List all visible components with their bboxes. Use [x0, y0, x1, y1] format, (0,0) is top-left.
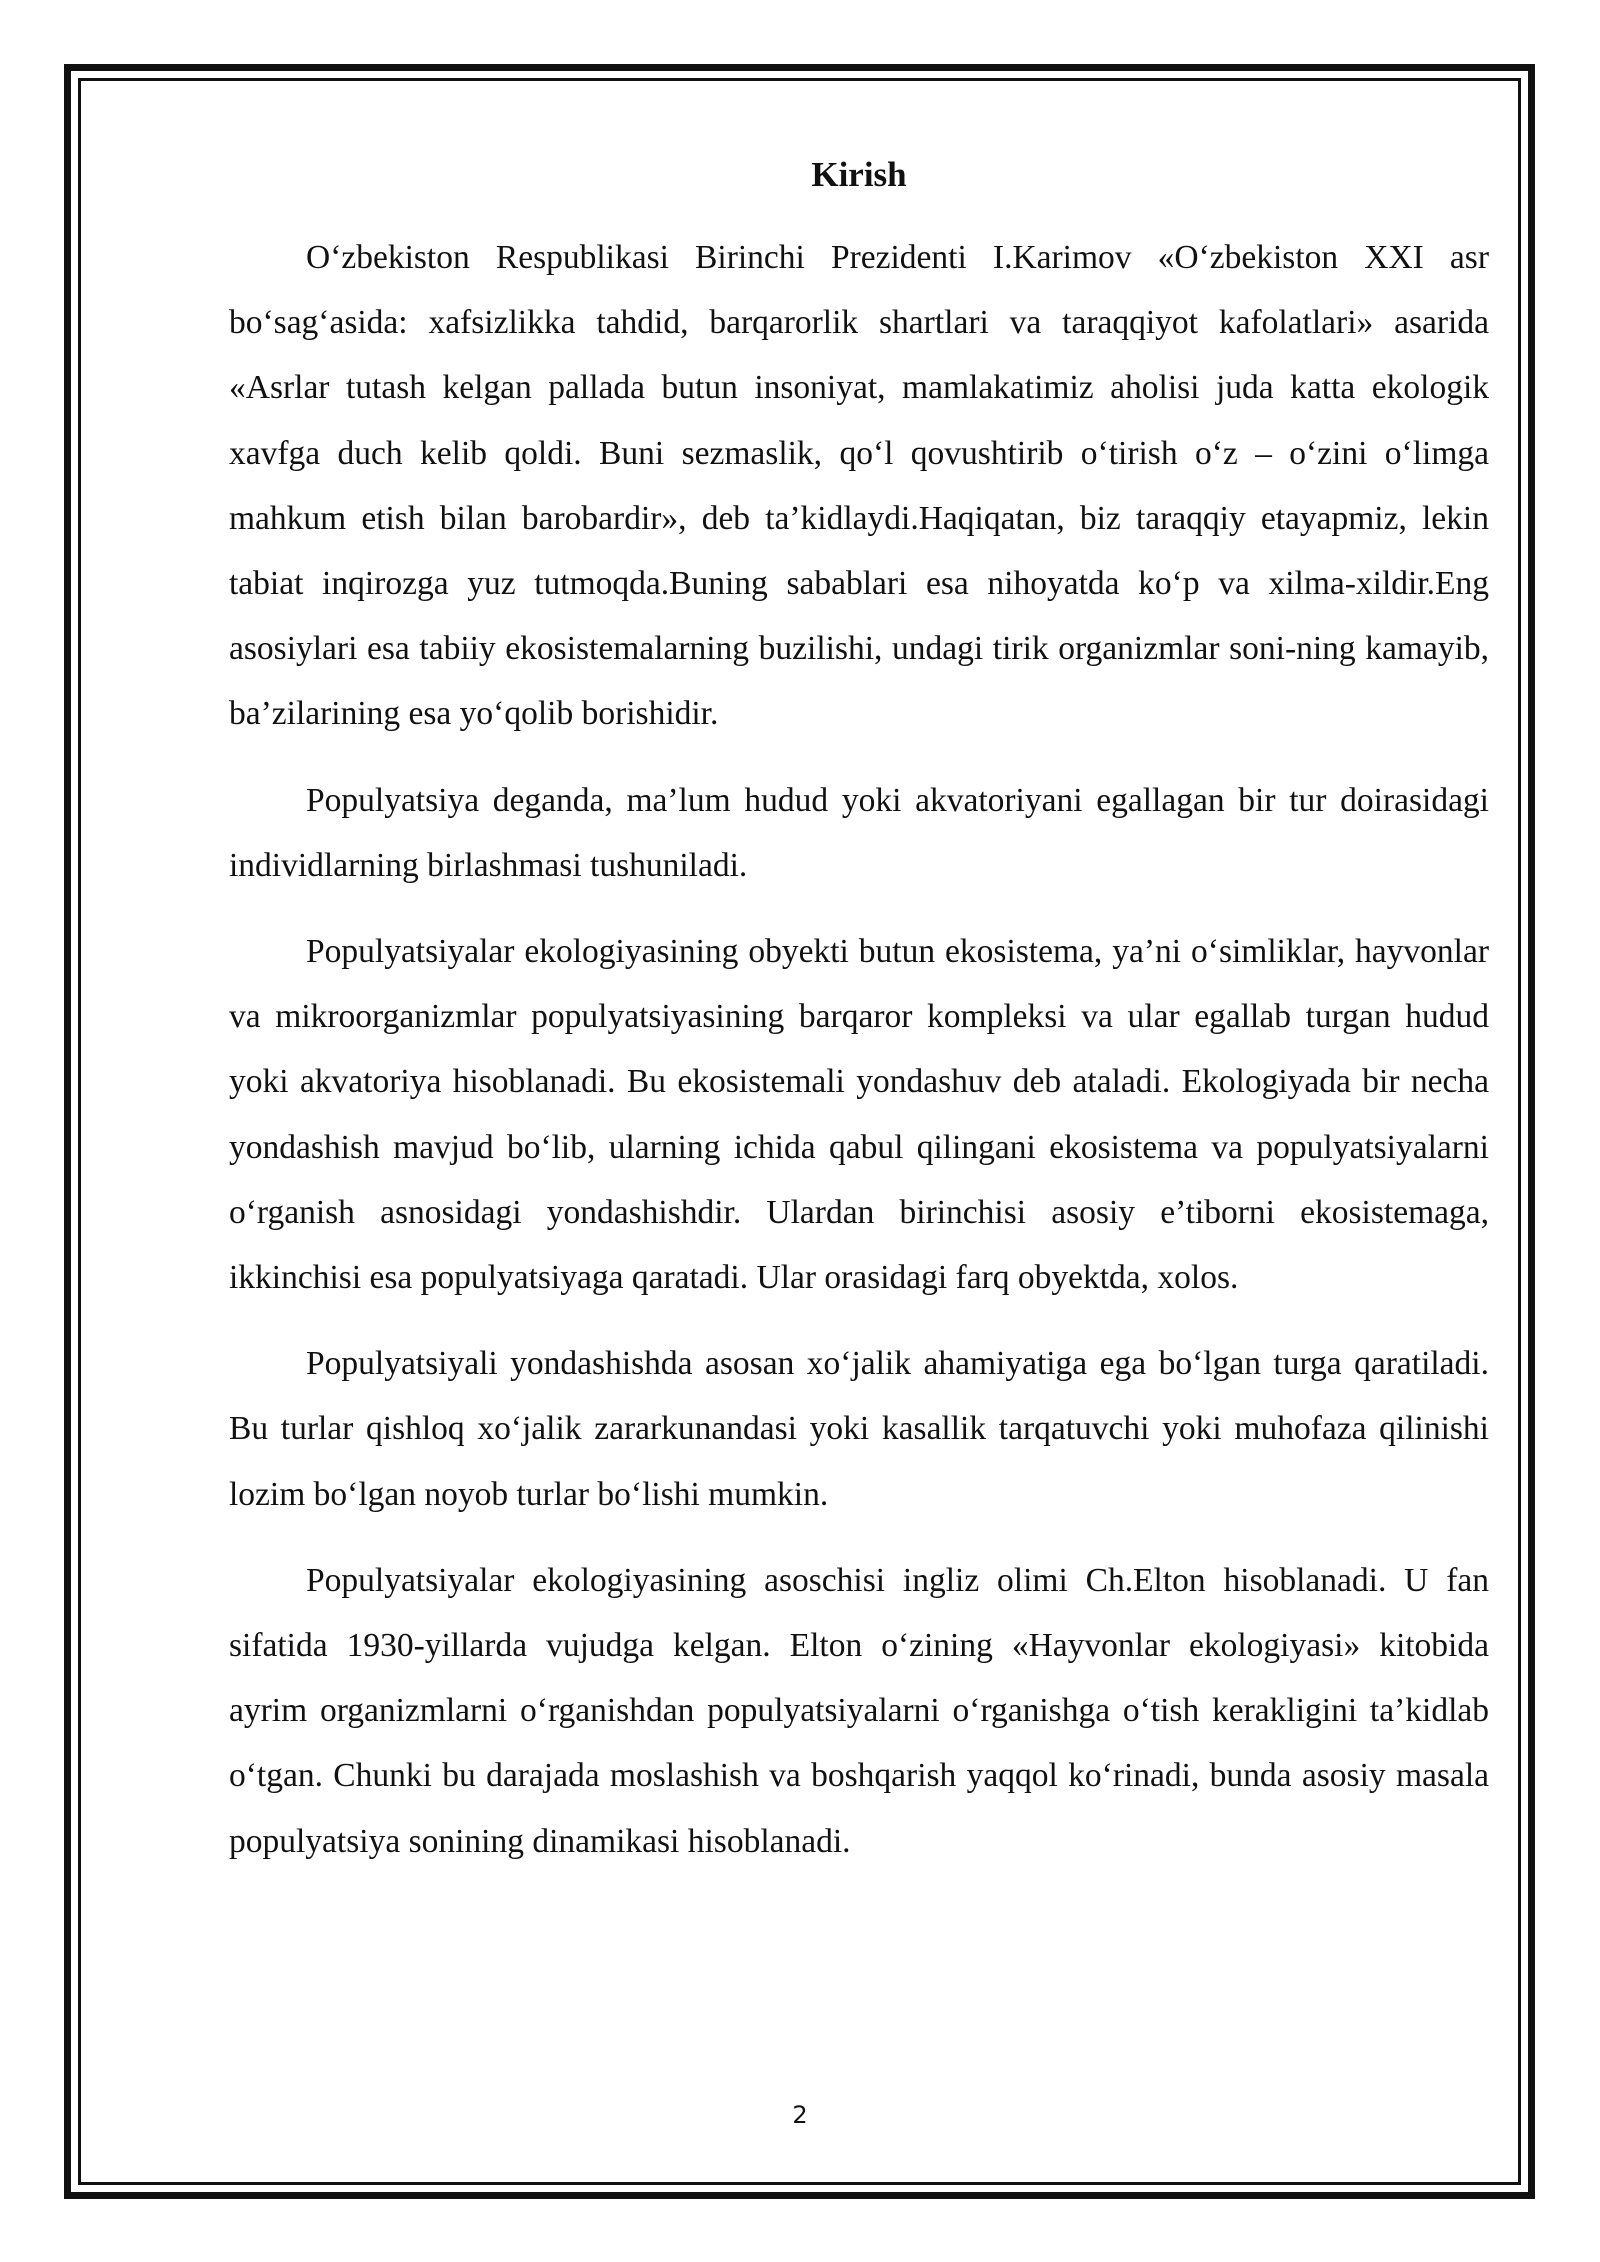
page-number: 2 [792, 2101, 808, 2129]
paragraph-4: Populyatsiyali yondashishda asosan xo‘jalik ahamiyatiga ega bo‘lgan turga qaratiladi. Bu turlar qishloq xo‘jalik zararkunandasi yoki kasallik tarqatuvchi yoki muhofaza qilinishi lozim bo‘lgan noyob turlar bo‘lishi mumkin. [229, 1345, 1489, 1513]
paragraph-3: Populyatsiyalar ekologiyasining obyekti butun ekosistema, ya’ni o‘simliklar, hayvonlar va mikroorganizmlar populyatsiyasining barqaror kompleksi va ular egallab turgan hudud yoki akvatoriya hisoblanadi. Bu ekosistemali yondashuv deb ataladi. Ekologiyada bir necha yondashish mavjud bo‘lib, ularning ichida qabul qilingani ekosistema va populyatsiyalarni o‘rganish asnosidagi yondashishdir. Ulardan birinchisi asosiy e’tiborni ekosistemaga, ikkinchisi esa populyatsiyaga qaratadi. Ular orasidagi farq obyektda, xolos. [229, 933, 1489, 1297]
page-title: Kirish [811, 155, 907, 194]
document-body [229, 145, 1489, 1895]
paragraph-2: Populyatsiya deganda, ma’lum hudud yoki akvatoriyani egallagan bir tur doirasidagi individlarning birlashmasi tushuniladi. [229, 781, 1489, 884]
paragraph-5: Populyatsiyalar ekologiyasining asoschisi ingliz olimi Ch.Elton hisoblanadi. U fan sifatida 1930-yillarda vujudga kelgan. Elton o‘zining «Hayvonlar ekologiyasi» kitobida ayrim organizmlarni o‘rganishdan populyatsiyalarni o‘rganishga o‘tish kerakligini ta’kidlab o‘tgan. Chunki bu darajada moslashish va boshqarish yaqqol ko‘rinadi, bunda asosiy masala populyatsiya sonining dinamikasi hisoblanadi. [229, 1561, 1489, 1860]
paragraph-1: O‘zbekiston Respublikasi Birinchi Prezidenti I.Karimov «O‘zbekiston XXI asr bo‘sag‘asida: xafsizlikka tahdid, barqarorlik shartlari va taraqqiyot kafolatlari» asarida «Asrlar tutash kelgan pallada butun insoniyat, mamlakatimiz aholisi juda katta ekologik xavfga duch kelib qoldi. Buni sezmaslik, qo‘l qovushtirib o‘tirish o‘z – o‘zini o‘limga mahkum etish bilan barobardir», deb ta’kidlaydi.Haqiqatan, biz taraqqiy etayapmiz, lekin tabiat inqirozga yuz tutmoqda.Buning sabablari esa nihoyatda ko‘p va xilma-xildir.Eng asosiylari esa tabiiy ekosistemalarning buzilishi, undagi tirik organizmlar soni-ning kamayib, ba’zilarining esa yo‘qolib borishidir. [229, 239, 1489, 733]
